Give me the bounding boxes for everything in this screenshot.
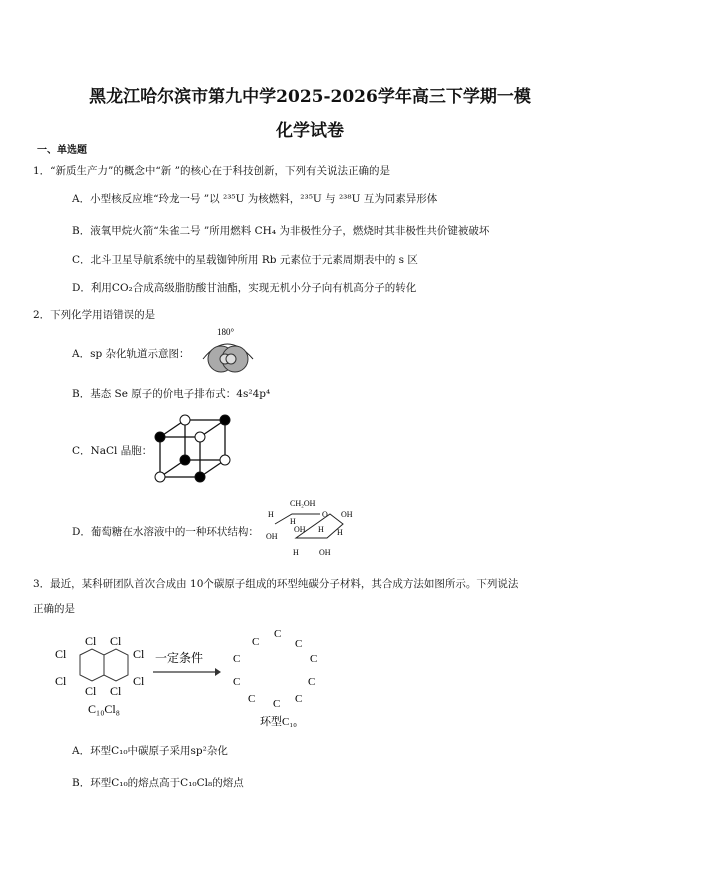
svg-text:C: C <box>252 636 260 648</box>
svg-text:OH: OH <box>319 548 331 557</box>
q2-option-a: A．sp 杂化轨道示意图： <box>72 348 190 360</box>
question-3-stem-line1: 3．最近，某科研团队首次合成由 10个碳原子组成的环型纯碳分子材料，其合成方法如图所示。下列说法 <box>33 578 519 590</box>
svg-text:C₁₀Cl₈: C₁₀Cl₈ <box>88 702 120 716</box>
q3-option-b: B．环型C₁₀的熔点高于C₁₀Cl₈的熔点 <box>72 777 244 789</box>
svg-text:C: C <box>248 693 256 705</box>
question-3-stem-line2: 正确的是 <box>33 603 75 615</box>
nacl-unit-cell <box>150 412 235 487</box>
svg-text:H: H <box>318 525 324 534</box>
question-1-stem: 1．“新质生产力”的概念中“新 ”的核心在于科技创新，下列有关说法正确的是 <box>33 165 390 177</box>
page-title: 黑龙江哈尔滨市第九中学2025-2026学年高三下学期一模 <box>89 87 531 107</box>
svg-text:C: C <box>273 698 281 710</box>
c10-synthesis-scheme <box>55 628 325 730</box>
svg-text:Cl: Cl <box>133 674 145 688</box>
svg-text:C: C <box>233 676 241 688</box>
svg-text:C: C <box>310 653 318 665</box>
page-subtitle: 化学试卷 <box>276 121 344 141</box>
svg-text:C: C <box>295 693 303 705</box>
svg-text:CH₂OH: CH₂OH <box>290 499 316 508</box>
svg-text:Cl: Cl <box>55 647 67 661</box>
svg-text:OH: OH <box>294 525 306 534</box>
q2-option-b: B．基态 Se 原子的价电子排布式：4s²4p⁴ <box>72 388 271 400</box>
svg-text:H: H <box>290 517 296 526</box>
q1-option-a: A．小型核反应堆“玲龙一号 ”以 ²³⁵U 为核燃料，²³⁵U 与 ²³⁸U 互为同素异形体 <box>72 193 438 205</box>
svg-text:H: H <box>293 548 299 557</box>
q2-option-c: C．NaCl 晶胞： <box>72 445 153 457</box>
svg-text:一定条件: 一定条件 <box>155 651 204 665</box>
svg-text:OH: OH <box>266 532 278 541</box>
svg-text:OH: OH <box>341 510 353 519</box>
svg-text:Cl: Cl <box>110 634 122 648</box>
svg-text:Cl: Cl <box>55 674 67 688</box>
svg-text:C: C <box>295 638 303 650</box>
svg-text:C: C <box>233 653 241 665</box>
svg-text:Cl: Cl <box>85 634 97 648</box>
svg-text:O: O <box>322 510 328 519</box>
svg-text:H: H <box>337 528 343 537</box>
svg-text:Cl: Cl <box>110 684 122 698</box>
q3-option-a: A．环型C₁₀中碳原子采用sp²杂化 <box>72 745 228 757</box>
q2-option-d: D．葡萄糖在水溶液中的一种环状结构： <box>72 526 259 538</box>
q1-option-c: C．北斗卫星导航系统中的星载铷钟所用 Rb 元素位于元素周期表中的 s 区 <box>72 254 418 266</box>
q1-option-b: B．液氧甲烷火箭“朱雀二号 ”所用燃料 CH₄ 为非极性分子，燃烧时其非极性共价键被破坏 <box>72 225 490 237</box>
angle-label: 180° <box>217 327 235 337</box>
question-2-stem: 2．下列化学用语错误的是 <box>33 309 156 321</box>
glucose-ring-structure <box>265 497 360 557</box>
section-heading: 一、单选题 <box>37 145 87 156</box>
q1-option-d: D．利用CO₂合成高级脂肪酸甘油酯，实现无机小分子向有机高分子的转化 <box>72 282 417 294</box>
sp-orbital-diagram <box>195 325 260 375</box>
svg-text:C: C <box>274 628 282 640</box>
svg-text:Cl: Cl <box>133 647 145 661</box>
svg-text:环型C₁₀: 环型C₁₀ <box>260 716 298 728</box>
svg-text:H: H <box>268 510 274 519</box>
svg-text:Cl: Cl <box>85 684 97 698</box>
svg-text:C: C <box>308 676 316 688</box>
